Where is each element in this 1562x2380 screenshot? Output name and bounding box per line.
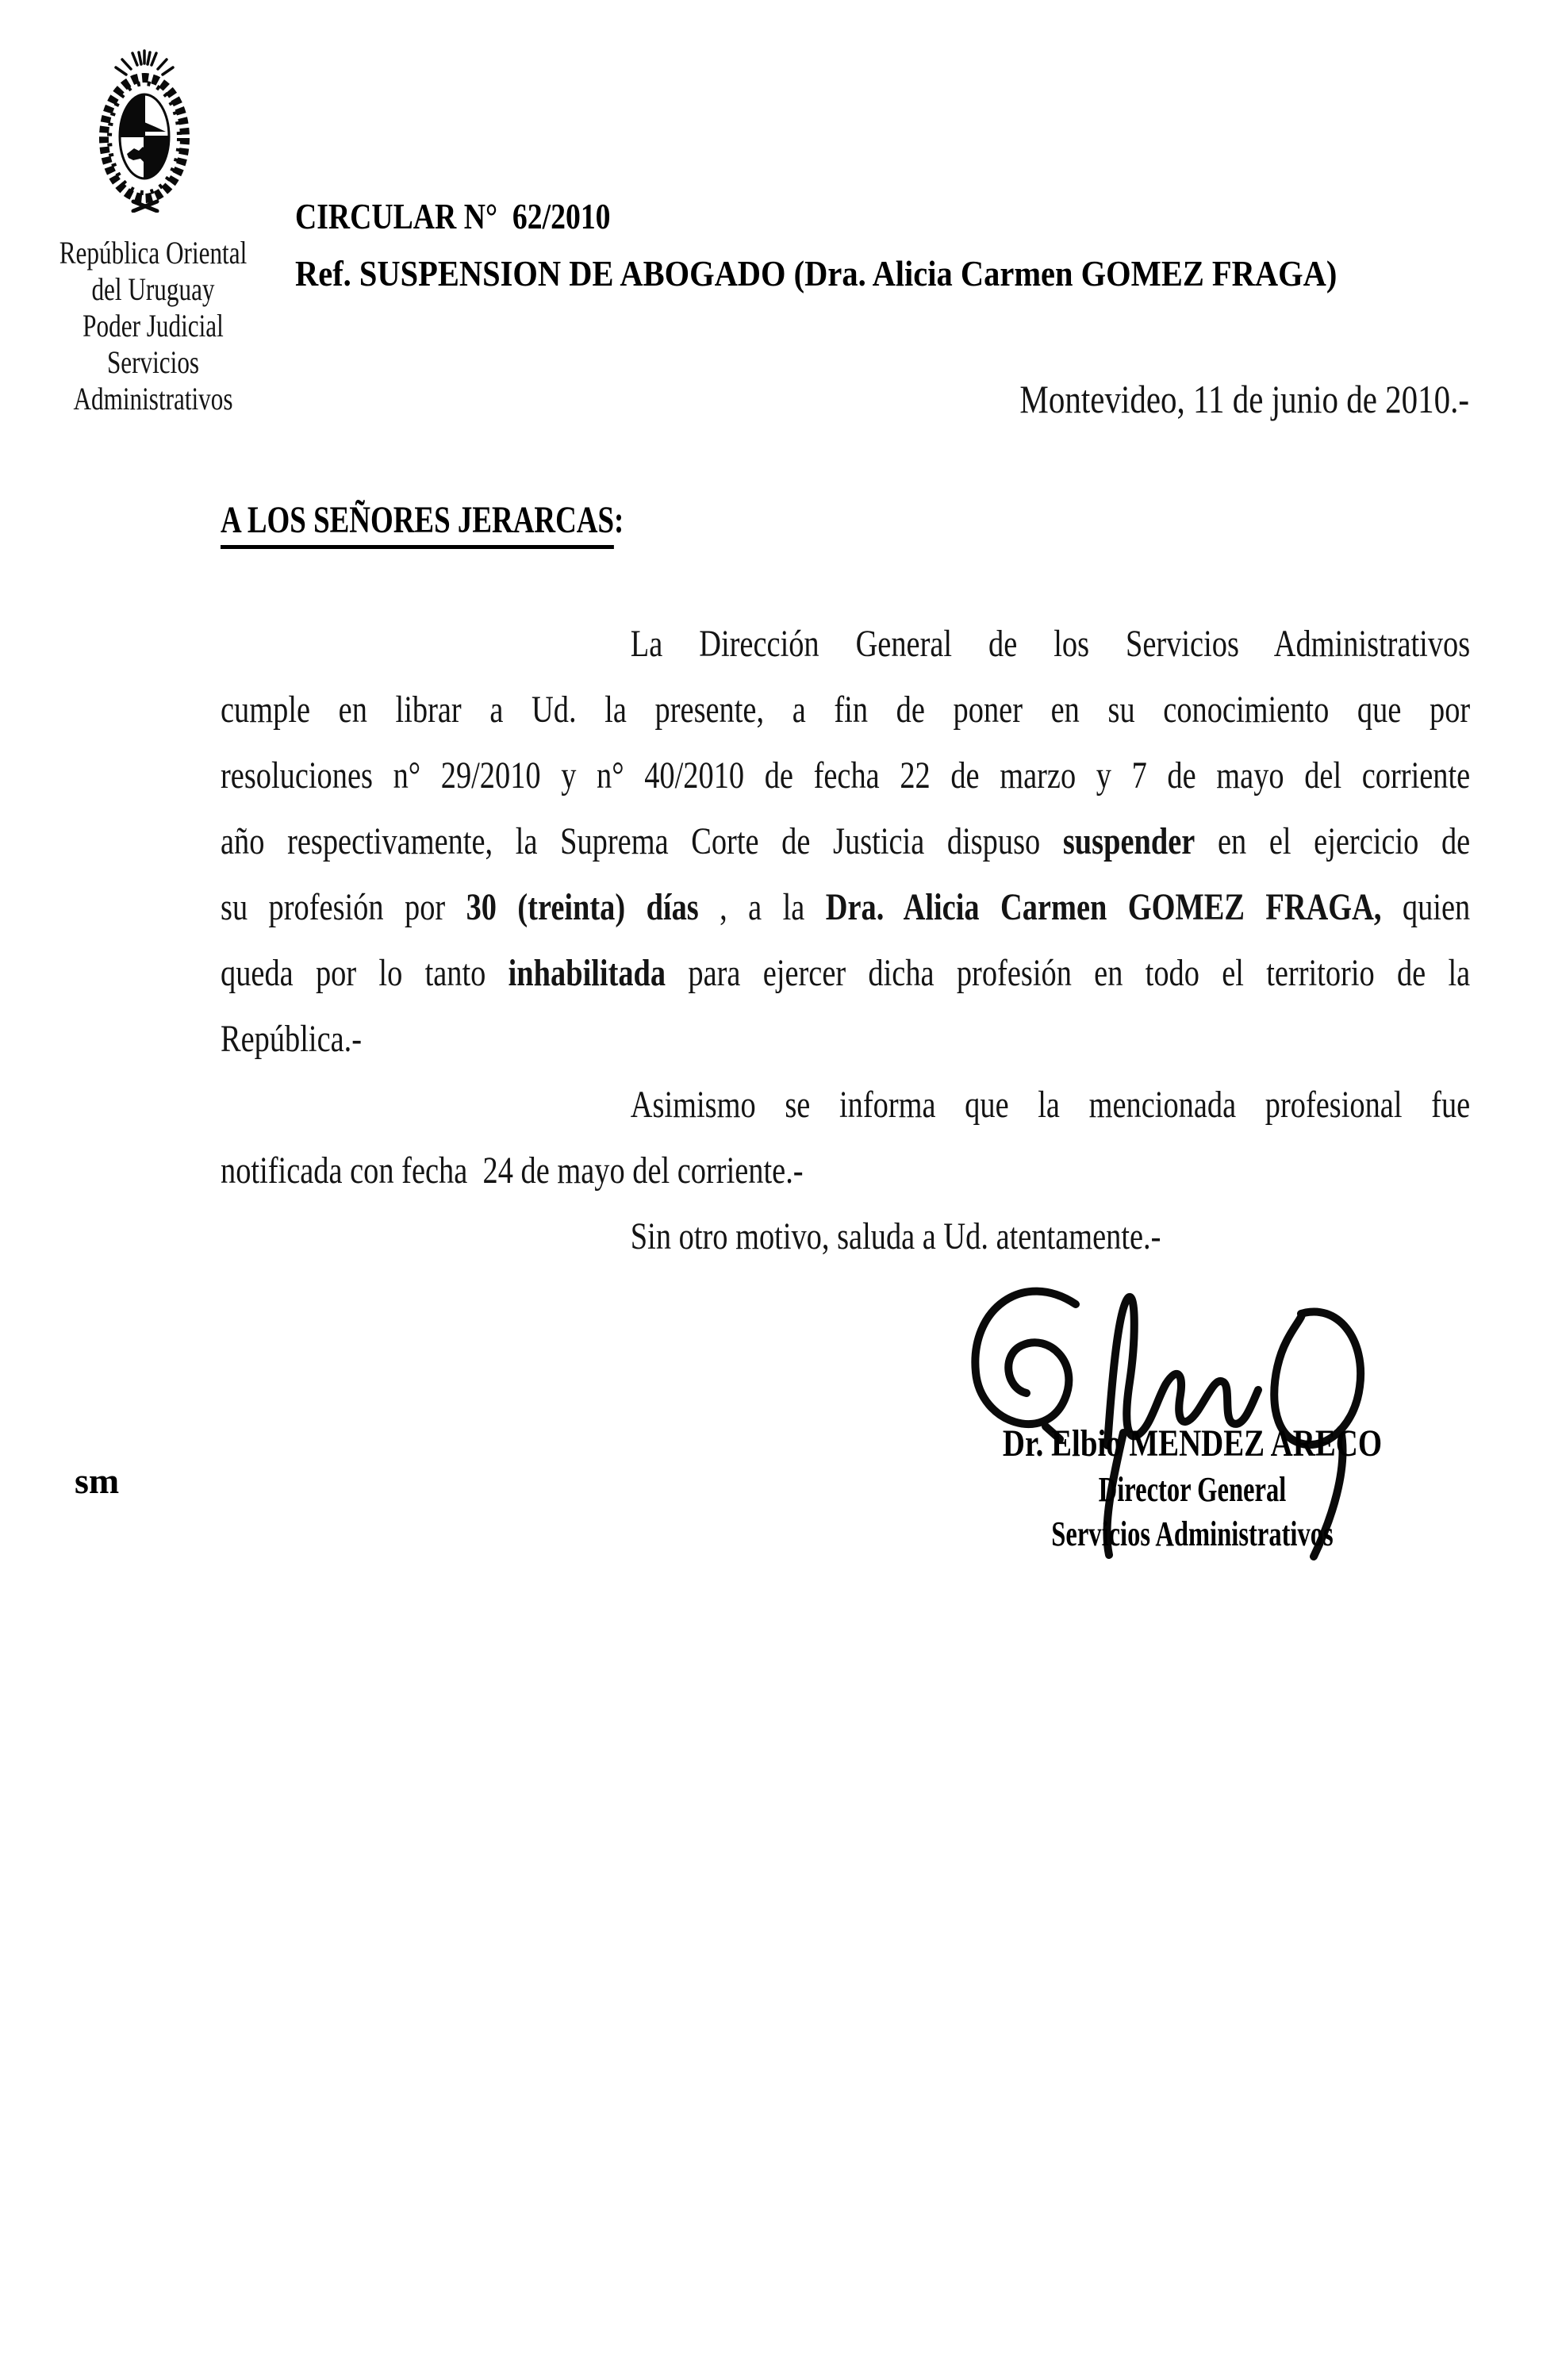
signatory-title: Director General (1098, 1470, 1287, 1509)
body-line (221, 940, 1470, 1006)
salutation (221, 498, 624, 542)
body-text-segment: Sin otro motivo, saluda a Ud. atentamente.- (630, 1215, 1161, 1257)
body-text-segment: , a la (698, 886, 826, 928)
org-line: Servicios (106, 344, 200, 380)
body-text-segment: para ejercer dicha profesión en todo el territorio de la (666, 952, 1471, 994)
body-text-segment: notificada con fecha 24 de mayo del corriente.- (221, 1150, 804, 1192)
body-line (221, 743, 1470, 808)
signatory-name: Dr. Elbio MENDEZ ARECO (1002, 1422, 1383, 1464)
reference-heading: Ref. SUSPENSION DE ABOGADO (Dra. Alicia Carmen GOMEZ FRAGA) (295, 253, 1337, 294)
circular-number-heading: CIRCULAR N° 62/2010 (295, 196, 611, 236)
salutation-colon: : (614, 499, 624, 541)
body-line (221, 808, 1470, 874)
body-text-segment: queda por lo tanto (221, 952, 509, 994)
body-line (221, 677, 1470, 743)
body (221, 611, 1470, 1269)
body-text-segment: La Dirección General de los Servicios Administrativos (630, 623, 1471, 665)
body-line (221, 1138, 1470, 1203)
body-text-segment: Asimismo se informa que la mencionada profesional fue (630, 1084, 1471, 1126)
body-text-segment: resoluciones n° 29/2010 y n° 40/2010 de fecha 22 de marzo y 7 de mayo del corriente (221, 754, 1471, 797)
body-line (221, 874, 1470, 940)
body-text-segment: su profesión por (221, 886, 466, 928)
body-line (221, 611, 1470, 677)
body-line (221, 1006, 1470, 1072)
salutation-underlined-text: A LOS SEÑORES JERARCAS (221, 499, 614, 549)
org-line: Poder Judicial (83, 308, 224, 344)
body-line (221, 1072, 1470, 1138)
body-text-segment: quien (1381, 886, 1471, 928)
typist-initials: sm (75, 1461, 120, 1501)
body-text-bold: 30 (treinta) días (466, 886, 699, 928)
org-line: República Oriental (59, 235, 248, 271)
body-text-segment: año respectivamente, la Suprema Corte de Justicia dispuso (221, 820, 1063, 862)
body-text-segment: en el ejercicio de (1195, 820, 1471, 862)
uruguay-coat-of-arms-icon (89, 49, 200, 213)
body-line (221, 1203, 1470, 1269)
dateline: Montevideo, 11 de junio de 2010.- (1019, 377, 1469, 421)
org-line: del Uruguay (91, 271, 215, 307)
body-text-bold: suspender (1062, 820, 1195, 862)
body-text-segment: cumple en librar a Ud. la presente, a fin de poner en su conocimiento que por (221, 689, 1471, 731)
body-text-bold: Dra. Alicia Carmen GOMEZ FRAGA, (825, 886, 1382, 928)
signatory-office: Servicios Administrativos (1051, 1514, 1334, 1553)
letterhead-org-block (20, 235, 286, 417)
org-line: Administrativos (73, 381, 233, 416)
body-text-segment: República.- (221, 1018, 363, 1060)
body-text-bold: inhabilitada (508, 952, 666, 994)
